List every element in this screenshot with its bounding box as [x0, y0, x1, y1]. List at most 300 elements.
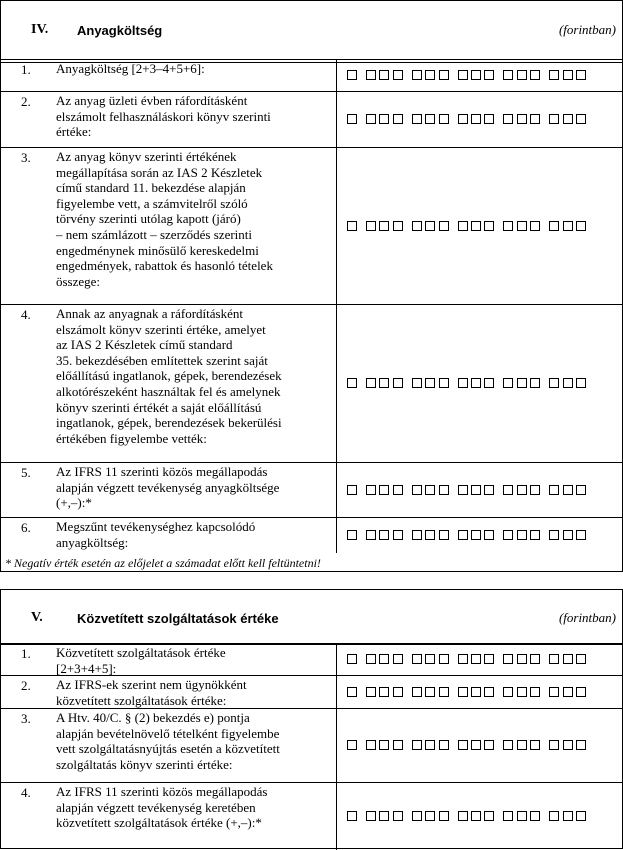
digit-box[interactable]	[517, 687, 527, 697]
digit-box[interactable]	[576, 114, 586, 124]
row-label-line: ingatlanok, gépek, berendezések bekerülési	[56, 415, 282, 431]
section-title: Közvetített szolgáltatások értéke	[77, 611, 279, 626]
row-label-line: engedménynek minősülő kereskedelmi	[56, 242, 259, 258]
row-label	[56, 464, 331, 511]
digit-box[interactable]	[379, 485, 389, 495]
digit-group	[347, 530, 357, 540]
digit-box[interactable]	[458, 654, 468, 664]
digit-box[interactable]	[425, 654, 435, 664]
amount-input[interactable]	[347, 687, 586, 697]
digit-group	[458, 485, 495, 495]
unit-label: (forintban)	[558, 610, 616, 625]
row-label-line: elszámolt könyv szerinti értéke, amelyet	[56, 321, 266, 337]
row-number: 4.	[21, 785, 31, 800]
digit-box[interactable]	[549, 70, 559, 80]
digit-box[interactable]	[549, 378, 559, 388]
digit-box[interactable]	[503, 70, 513, 80]
digit-box[interactable]	[393, 485, 403, 495]
digit-group	[347, 740, 357, 750]
digit-box[interactable]	[347, 485, 357, 495]
digit-box[interactable]	[366, 70, 376, 80]
digit-group	[366, 530, 403, 540]
digit-box[interactable]	[379, 530, 389, 540]
amount-input[interactable]	[347, 530, 586, 540]
digit-box[interactable]	[347, 654, 357, 664]
row-number: 3.	[21, 711, 31, 726]
digit-box[interactable]	[393, 221, 403, 231]
row-label-line: az IAS 2 Készletek című standard	[56, 337, 233, 353]
row-number: 4.	[21, 307, 31, 322]
amount-input[interactable]	[347, 485, 586, 495]
digit-box[interactable]	[412, 654, 422, 664]
digit-box[interactable]	[484, 811, 494, 821]
digit-box[interactable]	[347, 530, 357, 540]
digit-box[interactable]	[530, 530, 540, 540]
digit-group	[366, 221, 403, 231]
digit-box[interactable]	[471, 221, 481, 231]
digit-group	[458, 740, 495, 750]
digit-box[interactable]	[471, 687, 481, 697]
digit-box[interactable]	[347, 740, 357, 750]
digit-group	[347, 811, 357, 821]
digit-box[interactable]	[484, 687, 494, 697]
row-label-line: (+,–):*	[56, 495, 92, 511]
digit-box[interactable]	[549, 530, 559, 540]
row-label-line: figyelembe vett, a számvitelről szóló	[56, 195, 248, 211]
digit-group	[503, 378, 540, 388]
digit-box[interactable]	[484, 114, 494, 124]
digit-box[interactable]	[503, 654, 513, 664]
digit-box[interactable]	[347, 687, 357, 697]
digit-box[interactable]	[412, 221, 422, 231]
digit-group	[458, 530, 495, 540]
row-label-line: Anyagköltség [2+3–4+5+6]:	[56, 61, 205, 76]
form-row	[1, 517, 622, 553]
digit-box[interactable]	[503, 740, 513, 750]
digit-box[interactable]	[439, 687, 449, 697]
digit-box[interactable]	[393, 530, 403, 540]
digit-box[interactable]	[563, 70, 573, 80]
digit-group	[458, 378, 495, 388]
amount-input[interactable]	[347, 70, 586, 80]
digit-box[interactable]	[576, 740, 586, 750]
digit-box[interactable]	[393, 740, 403, 750]
digit-group	[412, 378, 449, 388]
digit-box[interactable]	[517, 70, 527, 80]
digit-box[interactable]	[393, 811, 403, 821]
digit-box[interactable]	[393, 654, 403, 664]
form-row	[1, 643, 622, 675]
digit-box[interactable]	[393, 70, 403, 80]
digit-group	[458, 221, 495, 231]
digit-group	[458, 687, 495, 697]
digit-box[interactable]	[412, 740, 422, 750]
row-label	[56, 645, 331, 676]
digit-box[interactable]	[563, 221, 573, 231]
amount-input[interactable]	[347, 740, 586, 750]
form-row	[1, 59, 622, 91]
row-label-line: összege:	[56, 273, 101, 289]
digit-box[interactable]	[366, 378, 376, 388]
digit-group	[347, 70, 357, 80]
digit-group	[412, 530, 449, 540]
digit-box[interactable]	[458, 378, 468, 388]
row-label	[56, 677, 331, 708]
row-label-line: engedmények, rabattok és hasonló tételek	[56, 258, 273, 274]
digit-box[interactable]	[549, 654, 559, 664]
digit-box[interactable]	[393, 378, 403, 388]
row-number: 1.	[21, 62, 31, 77]
amount-input[interactable]	[347, 114, 586, 124]
digit-group	[347, 378, 357, 388]
digit-box[interactable]	[425, 740, 435, 750]
digit-box[interactable]	[563, 378, 573, 388]
digit-box[interactable]	[347, 811, 357, 821]
digit-box[interactable]	[549, 485, 559, 495]
digit-box[interactable]	[439, 530, 449, 540]
digit-group	[347, 687, 357, 697]
digit-box[interactable]	[425, 378, 435, 388]
digit-group	[458, 70, 495, 80]
row-number: 2.	[21, 678, 31, 693]
digit-box[interactable]	[412, 70, 422, 80]
row-label-line: Annak az anyagnak a ráfordításként	[56, 306, 243, 321]
digit-group	[503, 811, 540, 821]
row-label-line: értékében figyelembe vették:	[56, 430, 207, 446]
digit-box[interactable]	[484, 530, 494, 540]
row-label-line: alapján végzett tevékenység anyagköltsége	[56, 479, 280, 495]
digit-box[interactable]	[458, 740, 468, 750]
digit-box[interactable]	[439, 221, 449, 231]
digit-box[interactable]	[347, 378, 357, 388]
digit-box[interactable]	[347, 114, 357, 124]
row-label	[56, 710, 331, 772]
digit-box[interactable]	[366, 485, 376, 495]
digit-box[interactable]	[471, 70, 481, 80]
digit-group	[366, 687, 403, 697]
digit-box[interactable]	[471, 811, 481, 821]
digit-box[interactable]	[503, 378, 513, 388]
digit-group	[347, 221, 357, 231]
digit-box[interactable]	[530, 654, 540, 664]
row-label-line: Az IFRS 11 szerinti közös megállapodás	[56, 464, 268, 479]
row-label-line: közvetített szolgáltatások értéke:	[56, 692, 227, 708]
form-row	[1, 304, 622, 462]
digit-group	[412, 70, 449, 80]
digit-box[interactable]	[458, 687, 468, 697]
section-number: IV.	[31, 22, 49, 37]
digit-box[interactable]	[439, 654, 449, 664]
row-label-line: című standard 11. bekezdése alapján	[56, 180, 246, 196]
digit-box[interactable]	[563, 740, 573, 750]
digit-group	[366, 378, 403, 388]
digit-box[interactable]	[347, 70, 357, 80]
digit-box[interactable]	[549, 221, 559, 231]
digit-box[interactable]	[563, 687, 573, 697]
digit-group	[366, 70, 403, 80]
digit-box[interactable]	[517, 740, 527, 750]
row-label-line: [2+3+4+5]:	[56, 660, 117, 676]
digit-box[interactable]	[366, 530, 376, 540]
digit-box[interactable]	[503, 811, 513, 821]
digit-box[interactable]	[347, 221, 357, 231]
amount-input[interactable]	[347, 654, 586, 664]
digit-box[interactable]	[471, 740, 481, 750]
row-label-line: A Htv. 40/C. § (2) bekezdés e) pontja	[56, 710, 250, 725]
digit-box[interactable]	[517, 221, 527, 231]
digit-box[interactable]	[503, 221, 513, 231]
digit-box[interactable]	[576, 70, 586, 80]
digit-box[interactable]	[530, 114, 540, 124]
digit-box[interactable]	[439, 70, 449, 80]
digit-group	[458, 114, 495, 124]
digit-box[interactable]	[471, 114, 481, 124]
digit-box[interactable]	[563, 530, 573, 540]
digit-group	[412, 485, 449, 495]
digit-group	[503, 654, 540, 664]
digit-box[interactable]	[366, 687, 376, 697]
digit-box[interactable]	[517, 114, 527, 124]
digit-box[interactable]	[412, 530, 422, 540]
digit-box[interactable]	[563, 114, 573, 124]
row-label-line: Közvetített szolgáltatások értéke	[56, 645, 226, 660]
digit-box[interactable]	[366, 114, 376, 124]
row-label-line: anyagköltség:	[56, 534, 129, 550]
digit-box[interactable]	[471, 485, 481, 495]
digit-box[interactable]	[458, 114, 468, 124]
digit-group	[503, 70, 540, 80]
row-label-line: törvény szerinti utólag kapott (járó)	[56, 211, 241, 227]
digit-box[interactable]	[379, 221, 389, 231]
digit-box[interactable]	[576, 530, 586, 540]
digit-box[interactable]	[425, 485, 435, 495]
digit-box[interactable]	[412, 811, 422, 821]
digit-group	[549, 221, 586, 231]
digit-group	[366, 485, 403, 495]
row-label-line: 35. bekezdésében említettek szerint saját	[56, 352, 268, 368]
digit-box[interactable]	[425, 114, 435, 124]
digit-box[interactable]	[379, 654, 389, 664]
digit-group	[549, 654, 586, 664]
row-label-line: Az anyag üzleti évben ráfordításként	[56, 93, 248, 108]
digit-box[interactable]	[484, 221, 494, 231]
digit-box[interactable]	[530, 740, 540, 750]
row-label	[56, 519, 331, 550]
digit-box[interactable]	[549, 687, 559, 697]
digit-box[interactable]	[503, 687, 513, 697]
form-row	[1, 91, 622, 147]
digit-group	[412, 687, 449, 697]
row-label	[56, 784, 331, 831]
digit-box[interactable]	[439, 114, 449, 124]
digit-box[interactable]	[503, 485, 513, 495]
digit-group	[347, 654, 357, 664]
digit-group	[549, 114, 586, 124]
digit-group	[503, 740, 540, 750]
column-divider	[336, 463, 337, 517]
digit-box[interactable]	[412, 687, 422, 697]
row-label-line: Megszűnt tevékenységhez kapcsolódó	[56, 519, 256, 534]
digit-group	[549, 70, 586, 80]
row-label-line: vett szolgáltatásnyújtás esetén a közvetített	[56, 741, 280, 757]
digit-box[interactable]	[517, 485, 527, 495]
digit-box[interactable]	[379, 811, 389, 821]
digit-box[interactable]	[379, 687, 389, 697]
digit-box[interactable]	[458, 530, 468, 540]
section-v-header	[1, 590, 622, 645]
digit-box[interactable]	[366, 654, 376, 664]
digit-box[interactable]	[471, 378, 481, 388]
row-number: 6.	[21, 520, 31, 535]
digit-group	[503, 485, 540, 495]
column-divider	[336, 783, 337, 850]
digit-box[interactable]	[484, 740, 494, 750]
digit-group	[412, 114, 449, 124]
digit-box[interactable]	[484, 378, 494, 388]
digit-box[interactable]	[549, 740, 559, 750]
digit-box[interactable]	[425, 70, 435, 80]
digit-box[interactable]	[576, 378, 586, 388]
digit-box[interactable]	[412, 378, 422, 388]
digit-box[interactable]	[484, 485, 494, 495]
digit-box[interactable]	[517, 654, 527, 664]
digit-box[interactable]	[530, 70, 540, 80]
digit-box[interactable]	[563, 485, 573, 495]
digit-box[interactable]	[549, 114, 559, 124]
digit-box[interactable]	[366, 811, 376, 821]
digit-box[interactable]	[425, 221, 435, 231]
row-label-line: könyv szerinti értékét a saját előállítású	[56, 399, 262, 415]
digit-group	[549, 687, 586, 697]
digit-group	[503, 221, 540, 231]
digit-box[interactable]	[530, 811, 540, 821]
digit-box[interactable]	[471, 530, 481, 540]
row-label	[56, 306, 331, 446]
digit-group	[412, 740, 449, 750]
row-label-line: szolgáltatás könyv szerinti értéke:	[56, 756, 233, 772]
digit-group	[366, 811, 403, 821]
digit-box[interactable]	[530, 221, 540, 231]
row-label	[56, 61, 331, 77]
digit-box[interactable]	[484, 654, 494, 664]
digit-box[interactable]	[379, 114, 389, 124]
digit-box[interactable]	[563, 811, 573, 821]
amount-input[interactable]	[347, 378, 586, 388]
digit-box[interactable]	[563, 654, 573, 664]
row-label-line: Az IFRS-ek szerint nem ügynökként	[56, 677, 247, 692]
digit-box[interactable]	[517, 811, 527, 821]
digit-box[interactable]	[425, 687, 435, 697]
digit-group	[366, 654, 403, 664]
digit-box[interactable]	[549, 811, 559, 821]
digit-group	[549, 740, 586, 750]
digit-group	[366, 114, 403, 124]
column-divider	[336, 644, 337, 675]
digit-box[interactable]	[471, 654, 481, 664]
amount-input[interactable]	[347, 221, 586, 231]
digit-box[interactable]	[576, 687, 586, 697]
digit-box[interactable]	[379, 740, 389, 750]
digit-box[interactable]	[439, 485, 449, 495]
row-label-line: – nem számlázott – szerződés szerinti	[56, 226, 253, 242]
row-label-line: megállapítása során az IAS 2 Készletek	[56, 164, 263, 180]
row-label	[56, 149, 331, 289]
digit-box[interactable]	[458, 221, 468, 231]
digit-box[interactable]	[379, 70, 389, 80]
digit-box[interactable]	[458, 811, 468, 821]
digit-box[interactable]	[425, 530, 435, 540]
digit-box[interactable]	[393, 687, 403, 697]
row-number: 3.	[21, 150, 31, 165]
digit-box[interactable]	[458, 485, 468, 495]
section-iv-header	[1, 1, 622, 63]
digit-box[interactable]	[576, 485, 586, 495]
section-v	[0, 589, 623, 849]
digit-group	[549, 530, 586, 540]
row-number: 2.	[21, 94, 31, 109]
digit-box[interactable]	[439, 811, 449, 821]
digit-group	[458, 811, 495, 821]
form-row	[1, 462, 622, 517]
digit-box[interactable]	[379, 378, 389, 388]
digit-box[interactable]	[530, 687, 540, 697]
digit-group	[503, 114, 540, 124]
digit-box[interactable]	[366, 740, 376, 750]
row-number: 5.	[21, 465, 31, 480]
digit-group	[503, 530, 540, 540]
digit-box[interactable]	[503, 530, 513, 540]
digit-group	[347, 114, 357, 124]
column-divider	[336, 305, 337, 462]
digit-box[interactable]	[425, 811, 435, 821]
digit-box[interactable]	[458, 70, 468, 80]
digit-box[interactable]	[530, 485, 540, 495]
footnote: * Negatív érték esetén az előjelet a számadat előtt kell feltüntetni!	[5, 556, 321, 570]
digit-box[interactable]	[530, 378, 540, 388]
digit-group	[412, 654, 449, 664]
digit-box[interactable]	[576, 221, 586, 231]
digit-group	[366, 740, 403, 750]
column-divider	[336, 709, 337, 782]
row-label-line: elszámolt felhasználáskori könyv szerinti	[56, 108, 271, 124]
digit-box[interactable]	[439, 378, 449, 388]
digit-box[interactable]	[484, 70, 494, 80]
digit-box[interactable]	[576, 654, 586, 664]
row-number: 1.	[21, 646, 31, 661]
row-label-line: értéke:	[56, 124, 92, 140]
digit-box[interactable]	[576, 811, 586, 821]
digit-box[interactable]	[412, 485, 422, 495]
digit-box[interactable]	[412, 114, 422, 124]
amount-input[interactable]	[347, 811, 586, 821]
digit-box[interactable]	[517, 530, 527, 540]
digit-box[interactable]	[366, 221, 376, 231]
form-row	[1, 708, 622, 782]
row-label-line: közvetített szolgáltatások értéke (+,–):*	[56, 815, 262, 831]
digit-box[interactable]	[503, 114, 513, 124]
digit-box[interactable]	[517, 378, 527, 388]
row-label-line: előállítású ingatlanok, gépek, berendezések	[56, 368, 282, 384]
section-number: V.	[31, 610, 43, 625]
digit-box[interactable]	[439, 740, 449, 750]
digit-group	[458, 654, 495, 664]
column-divider	[336, 148, 337, 304]
column-divider	[336, 518, 337, 553]
row-label-line: Az anyag könyv szerinti értékének	[56, 149, 237, 164]
form-row	[1, 675, 622, 708]
digit-box[interactable]	[393, 114, 403, 124]
digit-group	[347, 485, 357, 495]
